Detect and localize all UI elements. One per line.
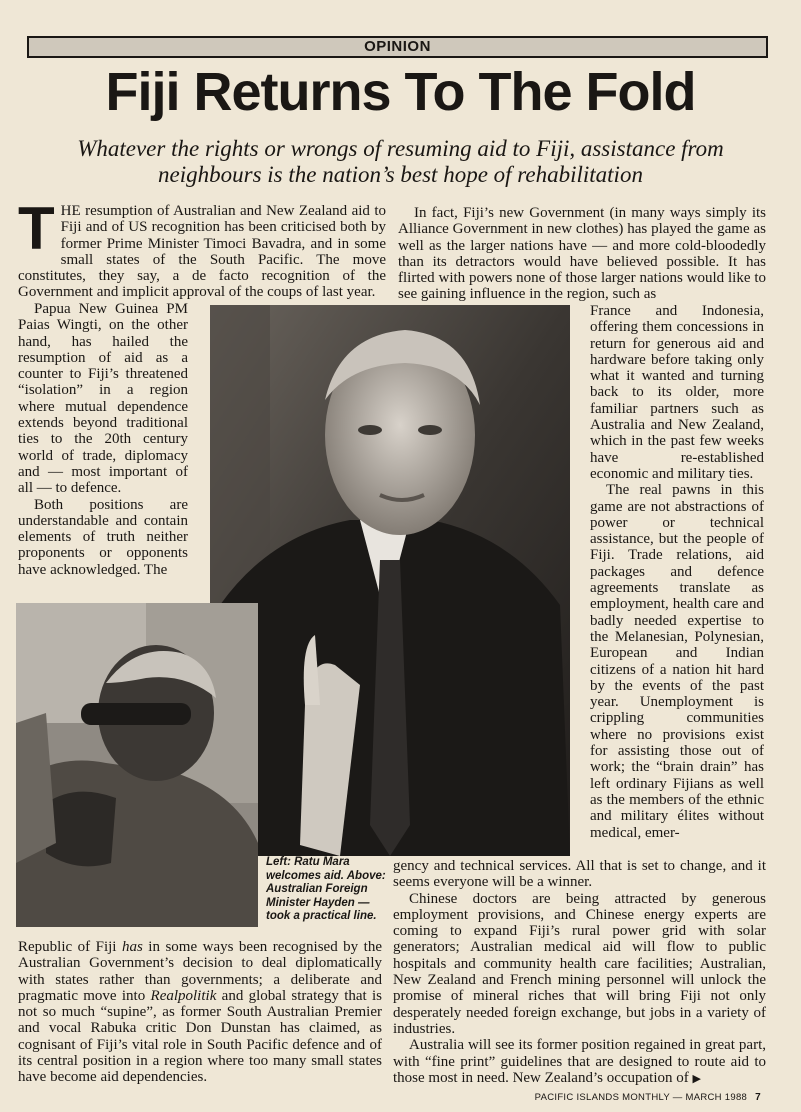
paragraph-4-realpolitik: Realpolitik [150,987,217,1004]
section-label: OPINION [27,36,768,58]
ratu-mara-photo [16,603,258,927]
page-footer [535,1092,761,1103]
paragraph-4-part-b: in some ways been recognised by the Australian Government’s decision to deal diplomatically with states rather than governments; a deliberate and pragmatic move into [18,939,382,1004]
publication-line: PACIFIC ISLANDS MONTHLY — MARCH 1988 [534,1092,748,1103]
right-triangle-icon: ▶ [692,1072,701,1085]
paragraph-4 [18,939,382,1086]
paragraph-5: In fact, Fiji’s new Government (in many ways simply its Alliance Government in new clothes) has played the game as well as the larger nations have — and more cold-bloodedly than its detractors would have believed possible. It has flirted with powers none of those larger nations would like to see gaining influence in the region, such as [398,205,766,303]
body-col-right-narrow [590,303,764,841]
body-col-left-narrow [18,301,188,578]
paragraph-4-emphasis: has [121,939,143,955]
body-col-right-bottom [393,858,766,1087]
page-number: 7 [755,1092,761,1103]
photo-caption: Left: Ratu Mara welcomes aid. Above: Australian Foreign Minister Hayden — took a practical line. [266,856,386,922]
paragraph-8 [393,1037,766,1087]
body-col-left-bottom [18,939,382,1086]
paragraph-3: Both positions are understandable and contain elements of truth neither proponents or opponents have acknowledged. The [18,496,188,578]
paragraph-4-part-a: Republic of Fiji [18,939,122,955]
body-col-left-top [18,195,386,301]
paragraph-8-text: Australia will see its former position regained in great part, with “fine print” guidelines that are designed to route aid to those most in need. New Zealand’s occupation of [393,1037,766,1086]
paragraph-4-part-c: and global strategy that is not so much “supine”, as former South Australian Premier and vocal Rabuka critic Don Dunstan has claimed, as cognisant of Fiji’s vital role in South Pacific defence and of its central position in a region where too many small states have become aid dependencies. [18,987,382,1086]
paragraph-6-continued: gency and technical services. All that is set to change, and it seems everyone will be a winner. [393,858,766,891]
headline: Fiji Returns To The Fold [105,62,696,122]
hayden-photo [210,305,570,856]
paragraph-7: Chinese doctors are being attracted by generous employment provisions, and Chinese energy experts are coming to expand Fiji’s rural power grid with solar generators; Australian medical aid will flow to public hospitals and community health care facilities; Australian, New Zealand and French mining personnel will unlock the promise of mineral riches that will bring Fiji not only desperately needed foreign exchange, but jobs in a variety of industries. [393,890,766,1037]
paragraph-1 [18,195,386,301]
paragraph-2: Papua New Guinea PM Paias Wingti, on the other hand, has hailed the resumption of aid as a counter to Fiji’s threatened “isolation” in a region where mutual dependence extends beyond traditional ties to the 20th century world of trade, diplomacy and — most important of all — to defence. [18,301,188,497]
drop-cap: T [18,195,55,262]
paragraph-6: The real pawns in this game are not abstractions of power or technical assistance, but the people of Fiji. Trade relations, aid packages and defence agreements translate as employment, health care and badly needed expertise to the Melanesian, Polynesian, European and Indian citizens of a nation hit hard by the events of the past year. Unemployment is crippling communities where no provisions exist for assisting those out of work; the “brain drain” has left ordinary Fijians as well as the members of the ethnic and military élites without medical, emer- [590,482,764,841]
paragraph-5-continued: France and Indonesia, offering them concessions in return for generous aid and hardware before taking only what it wanted and turning back to its older, more familiar partners such as Australia and New Zealand, which in the past few weeks have re-established economic and military ties. [590,303,764,482]
body-col-right-top [398,205,766,303]
deck: Whatever the rights or wrongs of resuming aid to Fiji, assistance from neighbours is the nation’s best hope of rehabilitation [77,136,724,187]
paragraph-1-text: HE resumption of Australian and New Zealand aid to Fiji and of US recognition has been criticised both by former Prime Minister Timoci Bavadra, and in some small states of the South Pacific. The move constitutes, they say, a de facto recognition of the Government and implicit approval of the coups of last year. [18,203,386,301]
